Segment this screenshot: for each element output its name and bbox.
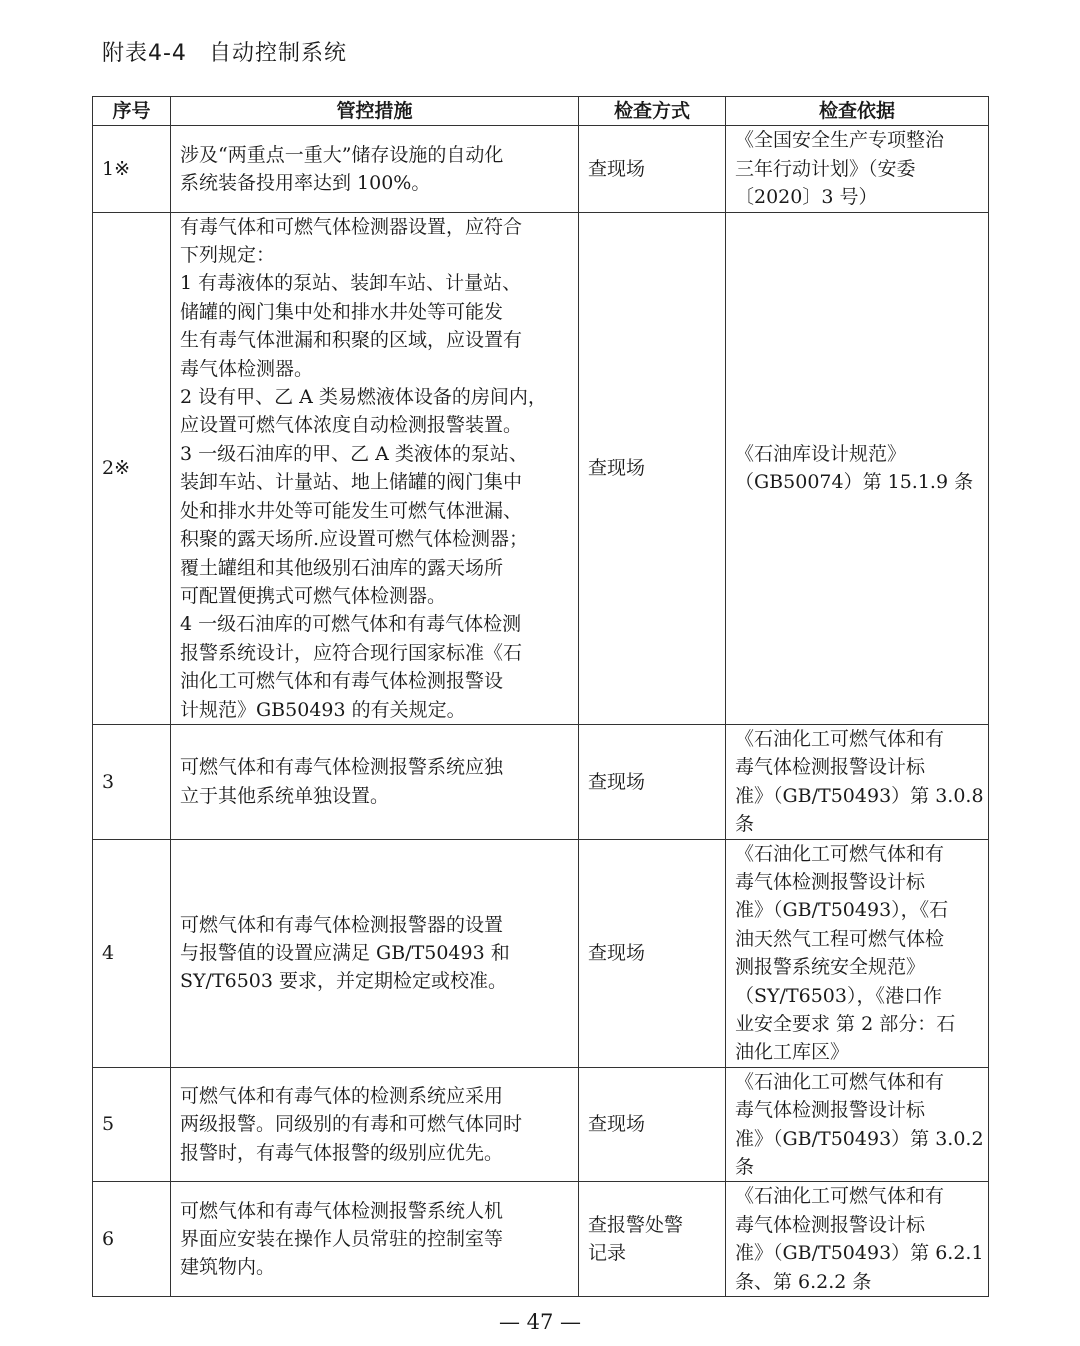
- table-row: [93, 212, 989, 724]
- row-basis-line: 条: [735, 1156, 755, 1179]
- row-measure-line: 覆土罐组和其他级别石油库的露天场所: [180, 556, 504, 579]
- table-caption: [102, 36, 347, 67]
- row-basis-line: 油化工库区》: [735, 1041, 850, 1064]
- row-measure-line: 可燃气体和有毒气体的检测系统应采用: [180, 1085, 504, 1108]
- row-measure-line: 可燃气体和有毒气体检测报警器的设置: [180, 913, 504, 936]
- row-method-line: 查现场: [588, 1113, 646, 1136]
- row-measure-line: 生有毒气体泄漏和积聚的区域，应设置有: [180, 329, 523, 352]
- row-measure-line: 系统装备投用率达到 100%。: [180, 172, 431, 195]
- row-measure-line: 1 有毒液体的泵站、装卸车站、计量站、: [180, 272, 522, 295]
- row-basis-line: 《全国安全生产专项整治: [735, 129, 945, 152]
- row-measure: [171, 126, 579, 212]
- row-method-line: 查现场: [588, 457, 646, 480]
- row-basis-line: 条、第 6.2.2 条: [735, 1270, 872, 1293]
- row-measure-line: 可配置便携式可燃气体检测器。: [180, 584, 447, 607]
- control-measures-table: [92, 96, 989, 1297]
- row-measure-line: 应设置可燃气体浓度自动检测报警装置。: [180, 414, 523, 437]
- row-measure-line: 有毒气体和可燃气体检测器设置，应符合: [180, 215, 523, 238]
- row-measure-line: 涉及“两重点一重大”储存设施的自动化: [180, 143, 504, 166]
- row-measure: [171, 839, 579, 1067]
- row-basis-line: 〔2020〕3 号）: [735, 186, 878, 209]
- table-row: [93, 839, 989, 1067]
- row-method-line: 查现场: [588, 157, 646, 180]
- row-method-line: 查报警处警: [588, 1213, 684, 1236]
- row-basis: [726, 839, 989, 1067]
- row-basis: [726, 126, 989, 212]
- row-seq: 5: [93, 1067, 171, 1182]
- row-basis-line: （SY/T6503），《港口作: [735, 984, 942, 1007]
- row-basis-line: 条: [735, 813, 755, 836]
- row-basis-line: 准》（GB/T50493）第 3.0.8: [735, 784, 984, 807]
- row-method-line: 记录: [588, 1242, 627, 1265]
- row-basis: [726, 212, 989, 724]
- row-basis-line: 毒气体检测报警设计标: [735, 756, 926, 779]
- row-method: [579, 1067, 726, 1182]
- row-basis-line: 业安全要求 第 2 部分：石: [735, 1013, 956, 1035]
- row-measure: [171, 1182, 579, 1297]
- row-basis: [726, 1182, 989, 1297]
- row-seq: 4: [93, 839, 171, 1067]
- row-seq: 2※: [93, 212, 171, 724]
- row-measure-line: 下列规定：: [180, 244, 276, 267]
- row-measure-line: 油化工可燃气体和有毒气体检测报警设: [180, 670, 504, 693]
- row-basis-line: 三年行动计划》（安委: [735, 157, 916, 180]
- table-header-row: [93, 97, 989, 126]
- row-measure-line: 可燃气体和有毒气体检测报警系统应独: [180, 756, 504, 779]
- header-seq: 序号: [93, 97, 171, 126]
- row-basis-line: 油天然气工程可燃气体检: [735, 927, 945, 950]
- row-basis-line: 准》（GB/T50493）第 3.0.2: [735, 1127, 984, 1150]
- row-method: [579, 212, 726, 724]
- row-basis: [726, 1067, 989, 1182]
- row-basis-line: 毒气体检测报警设计标: [735, 1213, 926, 1236]
- row-method: [579, 126, 726, 212]
- row-method: [579, 724, 726, 839]
- row-measure: [171, 1067, 579, 1182]
- row-measure-line: 积聚的露天场所.应设置可燃气体检测器；: [180, 528, 529, 551]
- row-basis-line: 《石油化工可燃气体和有: [735, 1185, 945, 1208]
- row-measure-line: 4 一级石油库的可燃气体和有毒气体检测: [180, 613, 522, 636]
- table-caption-label: 附表4-4: [102, 41, 187, 66]
- row-basis: [726, 724, 989, 839]
- row-basis-line: 《石油化工可燃气体和有: [735, 1070, 945, 1093]
- row-measure-line: 毒气体检测器。: [180, 357, 314, 380]
- table-caption-title: 自动控制系统: [208, 41, 347, 66]
- row-seq: 6: [93, 1182, 171, 1297]
- table-row: [93, 1067, 989, 1182]
- row-measure-line: 建筑物内。: [180, 1256, 276, 1279]
- row-method-line: 查现场: [588, 941, 646, 964]
- row-measure-line: 储罐的阀门集中处和排水井处等可能发: [180, 300, 504, 323]
- row-measure-line: 可燃气体和有毒气体检测报警系统人机: [180, 1199, 504, 1222]
- row-measure-line: 两级报警。同级别的有毒和可燃气体同时: [180, 1113, 523, 1136]
- row-basis-line: 准》（GB/T50493）第 6.2.1: [735, 1242, 984, 1265]
- header-method: 检查方式: [579, 97, 726, 126]
- table-row: [93, 126, 989, 212]
- row-basis-line: 毒气体检测报警设计标: [735, 1099, 926, 1122]
- row-basis-line: 毒气体检测报警设计标: [735, 870, 926, 893]
- row-measure-line: 立于其他系统单独设置。: [180, 784, 390, 807]
- row-method: [579, 839, 726, 1067]
- row-basis-line: （GB50074）第 15.1.9 条: [735, 471, 974, 494]
- row-basis-line: 测报警系统安全规范》: [735, 956, 926, 979]
- row-measure-line: 界面应安装在操作人员常驻的控制室等: [180, 1228, 504, 1251]
- row-seq: 1※: [93, 126, 171, 212]
- table-row: [93, 724, 989, 839]
- header-basis: 检查依据: [726, 97, 989, 126]
- row-measure-line: 与报警值的设置应满足 GB/T50493 和: [180, 941, 510, 964]
- header-measure: 管控措施: [171, 97, 579, 126]
- row-measure-line: 装卸车站、计量站、地上储罐的阀门集中: [180, 471, 523, 494]
- row-measure: [171, 724, 579, 839]
- row-measure-line: 计规范》GB50493 的有关规定。: [180, 698, 466, 721]
- row-basis-line: 《石油化工可燃气体和有: [735, 727, 945, 750]
- row-method-line: 查现场: [588, 770, 646, 793]
- table-row: [93, 1182, 989, 1297]
- row-measure-line: 2 设有甲、乙 A 类易燃液体设备的房间内，: [180, 386, 547, 409]
- row-measure-line: 3 一级石油库的甲、乙 A 类液体的泵站、: [180, 442, 528, 465]
- row-measure-line: 处和排水井处等可能发生可燃气体泄漏、: [180, 499, 523, 522]
- row-measure-line: SY/T6503 要求，并定期检定或校准。: [180, 970, 508, 993]
- row-basis-line: 准》（GB/T50493），《石: [735, 899, 949, 922]
- page-number: — 47 —: [498, 1310, 582, 1334]
- row-measure-line: 报警时，有毒气体报警的级别应优先。: [180, 1141, 504, 1164]
- row-basis-line: 《石油库设计规范》: [735, 442, 907, 465]
- row-basis-line: 《石油化工可燃气体和有: [735, 842, 945, 865]
- row-method: [579, 1182, 726, 1297]
- row-measure: [171, 212, 579, 724]
- row-seq: 3: [93, 724, 171, 839]
- row-measure-line: 报警系统设计，应符合现行国家标准《石: [180, 641, 523, 664]
